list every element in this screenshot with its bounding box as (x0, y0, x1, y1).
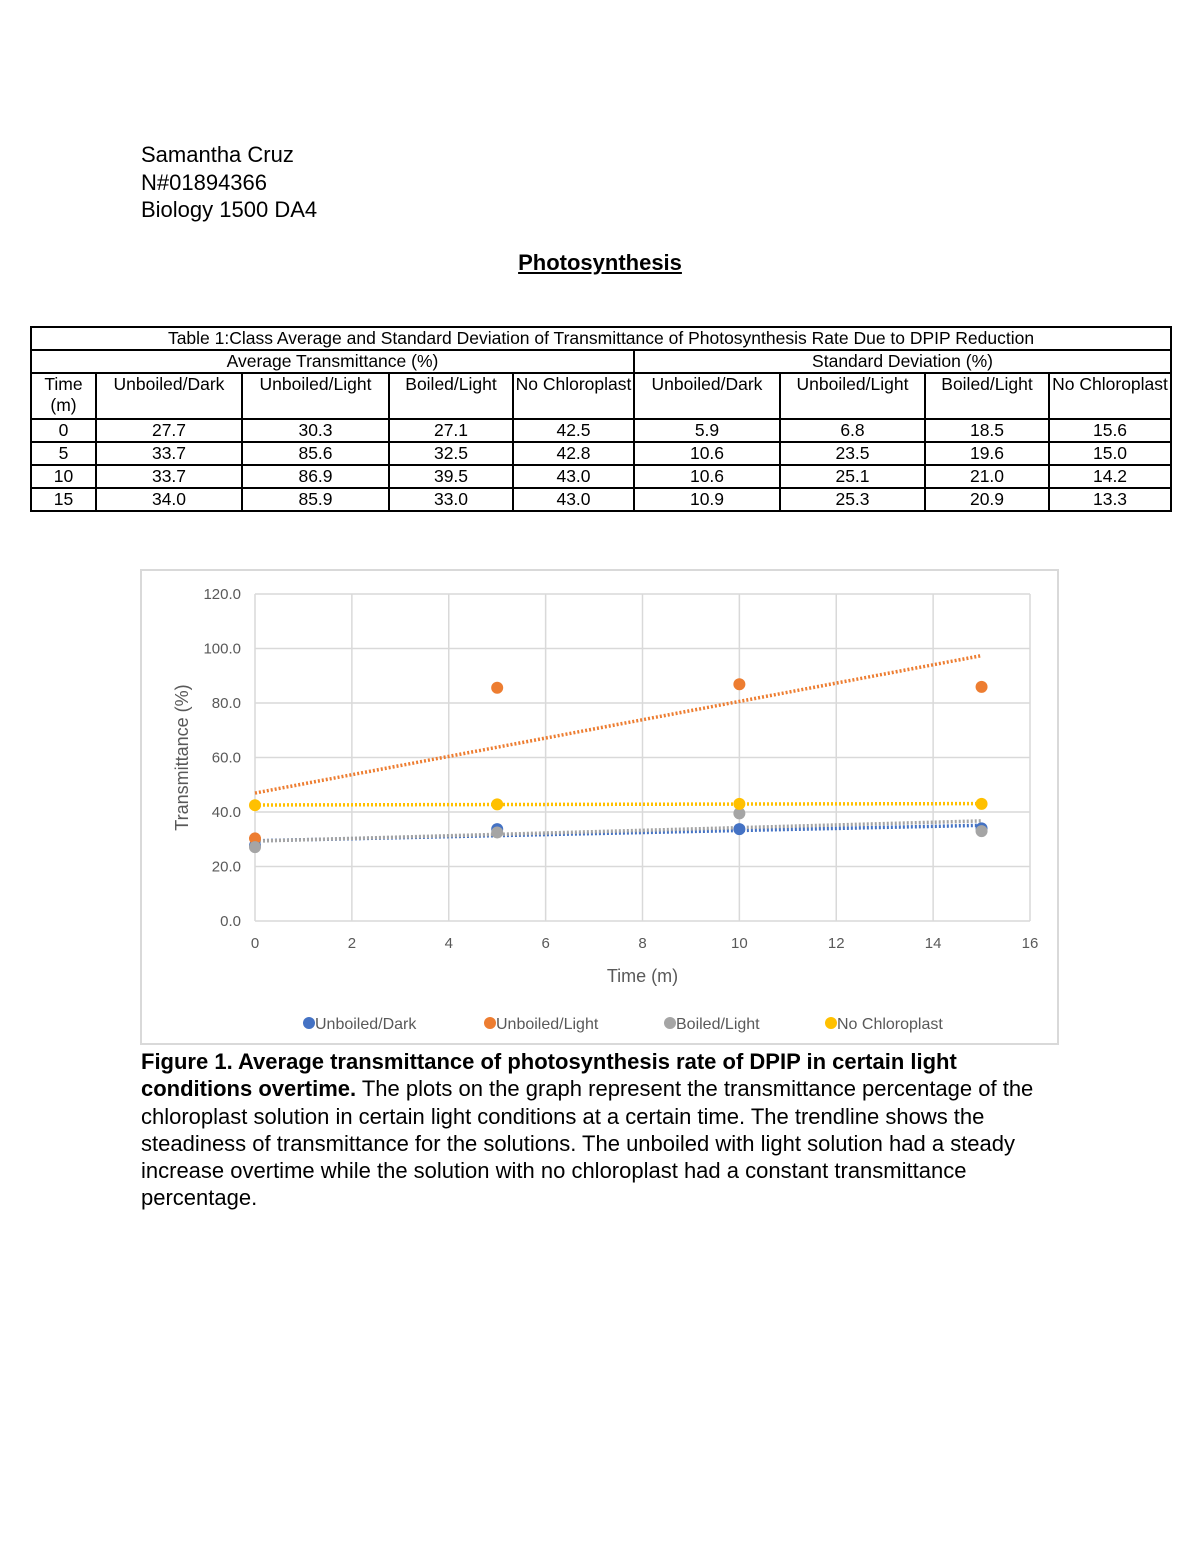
y-tick-label: 60.0 (211, 749, 241, 767)
table-cell: 33.7 (96, 465, 242, 488)
table-cell: 10.6 (634, 442, 780, 465)
table-cell: 5.9 (634, 419, 780, 442)
table-cell: 20.9 (925, 488, 1049, 511)
legend-label: No Chloroplast (837, 1016, 943, 1033)
table-row (31, 442, 1171, 465)
table-cell: 13.3 (1049, 488, 1171, 511)
column-header: Unboiled/Dark (634, 373, 780, 419)
table-cell: 14.2 (1049, 465, 1171, 488)
table-cell: 25.3 (780, 488, 925, 511)
y-tick-label: 0.0 (220, 913, 241, 930)
table-cell: 15.6 (1049, 419, 1171, 442)
student-id: N#01894366 (141, 169, 268, 195)
trendline (255, 821, 982, 841)
table-cell: 10.9 (634, 488, 780, 511)
table-cell: 33.7 (96, 442, 242, 465)
x-tick-label: 14 (924, 935, 942, 952)
data-point (491, 826, 503, 838)
column-header: Unboiled/Dark (96, 373, 242, 419)
table-cell: 27.1 (389, 419, 513, 442)
transmittance-table (30, 326, 1172, 512)
data-point (733, 678, 745, 690)
y-tick-label: 40.0 (211, 804, 241, 821)
x-tick-label: 10 (731, 935, 748, 952)
column-header: Boiled/Light (925, 373, 1049, 419)
y-tick-label: 20.0 (211, 858, 241, 876)
column-header: Time (m) (31, 373, 96, 419)
y-tick-label: 80.0 (211, 695, 241, 712)
y-tick-label: 120.0 (203, 586, 241, 603)
table-cell: 85.9 (242, 488, 389, 511)
table-cell: 27.7 (96, 419, 242, 442)
x-tick-label: 12 (827, 935, 845, 952)
column-header: Unboiled/Light (242, 373, 389, 419)
table-cell: 42.5 (513, 419, 634, 442)
data-point (733, 798, 745, 810)
y-axis-label: Transmittance (%) (172, 684, 192, 831)
legend-marker (303, 1017, 315, 1029)
table-caption: Table 1:Class Average and Standard Deviation of Transmittance of Photosynthesis Rate Due to DPIP Reduction (31, 327, 1171, 350)
table-row (31, 488, 1171, 511)
data-point (733, 823, 745, 835)
table-cell: 43.0 (513, 488, 634, 511)
legend-label: Boiled/Light (676, 1016, 760, 1033)
course-name: Biology 1500 DA4 (141, 197, 318, 222)
data-point (249, 841, 261, 853)
column-header: No Chloroplast (1049, 373, 1171, 419)
table-cell: 6.8 (780, 419, 925, 442)
data-point (491, 798, 503, 810)
trendline (255, 804, 982, 805)
trendline (255, 656, 982, 793)
table-cell: 39.5 (389, 465, 513, 488)
table-cell: 21.0 (925, 465, 1049, 488)
data-point (976, 825, 988, 837)
table-cell: 5 (31, 442, 96, 465)
x-tick-label: 0 (250, 935, 260, 952)
legend-marker (484, 1017, 496, 1029)
figure-caption (141, 1048, 1071, 1212)
legend-marker (825, 1017, 837, 1029)
student-name: Samantha Cruz (141, 142, 294, 167)
chart-canvas (142, 571, 1061, 1047)
table-cell: 86.9 (242, 465, 389, 488)
transmittance-chart (140, 569, 1059, 1045)
x-tick-label: 8 (638, 935, 647, 952)
table-cell: 10 (31, 465, 96, 488)
table-cell: 15 (31, 488, 96, 511)
column-header: No Chloroplast (513, 373, 634, 419)
data-point (491, 682, 503, 694)
column-header: Boiled/Light (389, 373, 513, 419)
column-header: Unboiled/Light (780, 373, 925, 419)
data-point (976, 681, 988, 693)
legend-label: Unboiled/Dark (315, 1016, 417, 1033)
x-tick-label: 2 (347, 935, 357, 952)
figure-caption-title: Figure 1. Average transmittance of photosynthesis rate of DPIP in certain light conditions overtime. (141, 1049, 957, 1102)
legend-marker (664, 1017, 676, 1029)
figure-caption-body: The plots on the graph represent the transmittance percentage of the chloroplast solution in certain light conditions at a certain time. The trendline shows the steadiness of transmittance for the solutions. The unboiled with light solution had a steady increase overtime while the solution with no chloroplast had a constant transmittance percentage. (141, 1076, 1034, 1211)
x-axis-label: Time (m) (606, 966, 679, 986)
x-tick-label: 16 (1021, 935, 1039, 952)
legend-label: Unboiled/Light (496, 1016, 599, 1033)
y-tick-label: 100.0 (203, 640, 241, 658)
group-header-average: Average Transmittance (%) (31, 350, 634, 373)
table-cell: 15.0 (1049, 442, 1171, 465)
table-row (31, 419, 1171, 442)
table-cell: 25.1 (780, 465, 925, 488)
table-cell: 30.3 (242, 419, 389, 442)
table-cell: 0 (31, 419, 96, 442)
table-cell: 32.5 (389, 442, 513, 465)
document-title-text: Photosynthesis (518, 250, 682, 275)
data-point (976, 798, 988, 810)
table-row (31, 465, 1171, 488)
table-cell: 43.0 (513, 465, 634, 488)
x-tick-label: 4 (444, 935, 453, 952)
table-cell: 33.0 (389, 488, 513, 511)
table-cell: 34.0 (96, 488, 242, 511)
table-cell: 85.6 (242, 442, 389, 465)
table-cell: 10.6 (634, 465, 780, 488)
student-info (141, 141, 317, 224)
table-cell: 18.5 (925, 419, 1049, 442)
x-tick-label: 6 (541, 935, 550, 952)
data-point (249, 799, 261, 811)
table-cell: 19.6 (925, 442, 1049, 465)
table-cell: 23.5 (780, 442, 925, 465)
document-title (0, 250, 1200, 276)
table-cell: 42.8 (513, 442, 634, 465)
group-header-sd: Standard Deviation (%) (634, 350, 1171, 373)
